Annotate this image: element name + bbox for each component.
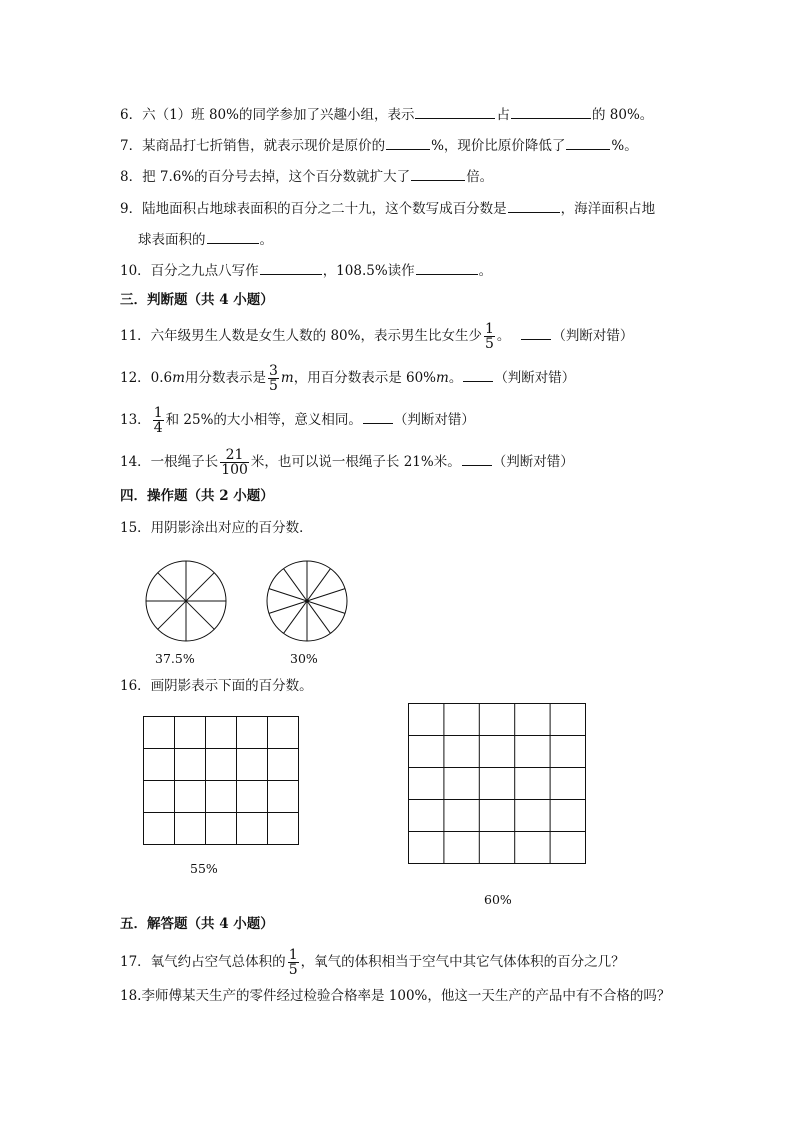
circle-10-label: 30%: [290, 651, 318, 666]
q14-text-c: （判断对错）: [492, 454, 574, 470]
q11-text-c: （判断对错）: [552, 328, 634, 344]
q14-text-b: 米，也可以说一根绳子长 21%米。: [250, 454, 461, 470]
q13-blank[interactable]: [363, 409, 393, 424]
q13-text-a: 和 25%的大小相等，意义相同。: [165, 412, 362, 428]
q8-blank-1[interactable]: [411, 166, 465, 181]
q6-text-b: 占: [496, 107, 510, 123]
q12-frac-den: 5: [268, 378, 278, 394]
question-12: [120, 364, 575, 393]
circle-10-parts[interactable]: [257, 551, 357, 651]
question-6: [120, 104, 653, 125]
q10-blank-2[interactable]: [416, 260, 478, 275]
q7-text-b: %，现价比原价降低了: [431, 138, 566, 154]
question-13: [120, 406, 475, 435]
q17-frac-den: 5: [288, 962, 298, 978]
q12-unit-3: m: [436, 370, 449, 386]
q13-text-b: （判断对错）: [393, 412, 475, 428]
q13-frac-den: 4: [153, 420, 163, 436]
q12-unit-1: m: [172, 370, 185, 386]
question-10: [120, 260, 492, 281]
q14-fraction: [220, 448, 249, 477]
q9-text-a: 9．陆地面积占地球表面积的百分之二十九，这个数写成百分数是: [120, 201, 507, 217]
q10-text-b: ，108.5%读作: [322, 263, 415, 279]
q17-fraction: [288, 948, 299, 977]
q14-frac-den: 100: [221, 462, 248, 478]
q6-blank-2[interactable]: [511, 104, 591, 119]
question-18: 18.李师傅某天生产的零件经过检验合格率是 100%，他这一天生产的产品中有不合格的吗？: [120, 988, 671, 1004]
q9-blank-2[interactable]: [207, 229, 259, 244]
q12-fraction: [268, 364, 279, 393]
q13-text-pre: 13．: [120, 412, 151, 428]
q12-text-b: 用分数表示是: [184, 370, 266, 386]
circle-8-label: 37.5%: [155, 651, 195, 666]
q10-text-a: 10．百分之九点八写作: [120, 263, 259, 279]
q11-frac-num: 1: [484, 321, 494, 337]
question-15: 15．用阴影涂出对应的百分数．: [120, 520, 313, 536]
q12-text-d: 。: [448, 370, 463, 386]
q11-text-b: 。: [496, 328, 511, 344]
question-11: [120, 322, 633, 351]
q7-blank-2[interactable]: [566, 135, 610, 150]
q10-text-c: 。: [478, 263, 493, 279]
q12-unit-2: m: [280, 370, 294, 386]
grid-5x5-label: 60%: [484, 892, 512, 907]
q9-text-c: 球表面积的: [138, 232, 206, 248]
q9-blank-1[interactable]: [508, 198, 560, 213]
q12-blank[interactable]: [463, 367, 493, 382]
question-7: [120, 135, 638, 156]
q12-text-c: ，用百分数表示是 60%: [293, 370, 436, 386]
q17-text-a: 17．氧气约占空气总体积的: [120, 954, 286, 970]
q6-text-c: 的 80%。: [591, 107, 654, 123]
q12-text-e: （判断对错）: [494, 370, 576, 386]
question-14: [120, 448, 574, 477]
q17-frac-num: 1: [288, 947, 298, 963]
q13-frac-num: 1: [153, 405, 163, 421]
q12-frac-num: 3: [268, 363, 278, 379]
q7-text-a: 7．某商品打七折销售，就表示现价是原价的: [120, 138, 386, 154]
q13-fraction: [153, 406, 164, 435]
q12-text-a: 12．0.6: [120, 370, 173, 386]
q10-blank-1[interactable]: [260, 260, 322, 275]
circle-8-parts[interactable]: [136, 551, 236, 651]
grid-5x5[interactable]: [408, 703, 588, 865]
grid-5x4-label: 55%: [190, 861, 218, 876]
q8-text-b: 倍。: [466, 169, 494, 185]
q9-text-b: ，海洋面积占地: [560, 201, 656, 217]
q14-frac-num: 21: [225, 447, 244, 463]
question-9-cont: [138, 229, 273, 250]
grid-5x4[interactable]: [143, 716, 303, 846]
section-3-heading: 三．判断题（共 4 小题）: [120, 292, 274, 308]
question-9: [120, 198, 655, 219]
q11-fraction: [484, 322, 495, 351]
q17-text-b: ，氧气的体积相当于空气中其它气体体积的百分之几？: [300, 954, 625, 970]
q11-frac-den: 5: [484, 336, 494, 352]
question-16: 16．画阴影表示下面的百分数。: [120, 678, 313, 694]
section-4-heading: 四．操作题（共 2 小题）: [120, 488, 274, 504]
question-17: [120, 948, 625, 977]
q14-blank[interactable]: [462, 451, 492, 466]
q9-text-d: 。: [259, 232, 273, 248]
q8-text-a: 8．把 7.6%的百分号去掉，这个百分数就扩大了: [120, 169, 411, 185]
q11-text-a: 11．六年级男生人数是女生人数的 80%，表示男生比女生少: [120, 328, 482, 344]
q7-text-c: %。: [611, 138, 638, 154]
question-8: [120, 166, 493, 187]
q11-blank[interactable]: [521, 325, 551, 340]
section-5-heading: 五．解答题（共 4 小题）: [120, 916, 274, 932]
q7-blank-1[interactable]: [386, 135, 430, 150]
q14-text-a: 14．一根绳子长: [120, 454, 219, 470]
q6-text-a: 6．六（1）班 80%的同学参加了兴趣小组，表示: [120, 107, 415, 123]
q6-blank-1[interactable]: [415, 104, 495, 119]
